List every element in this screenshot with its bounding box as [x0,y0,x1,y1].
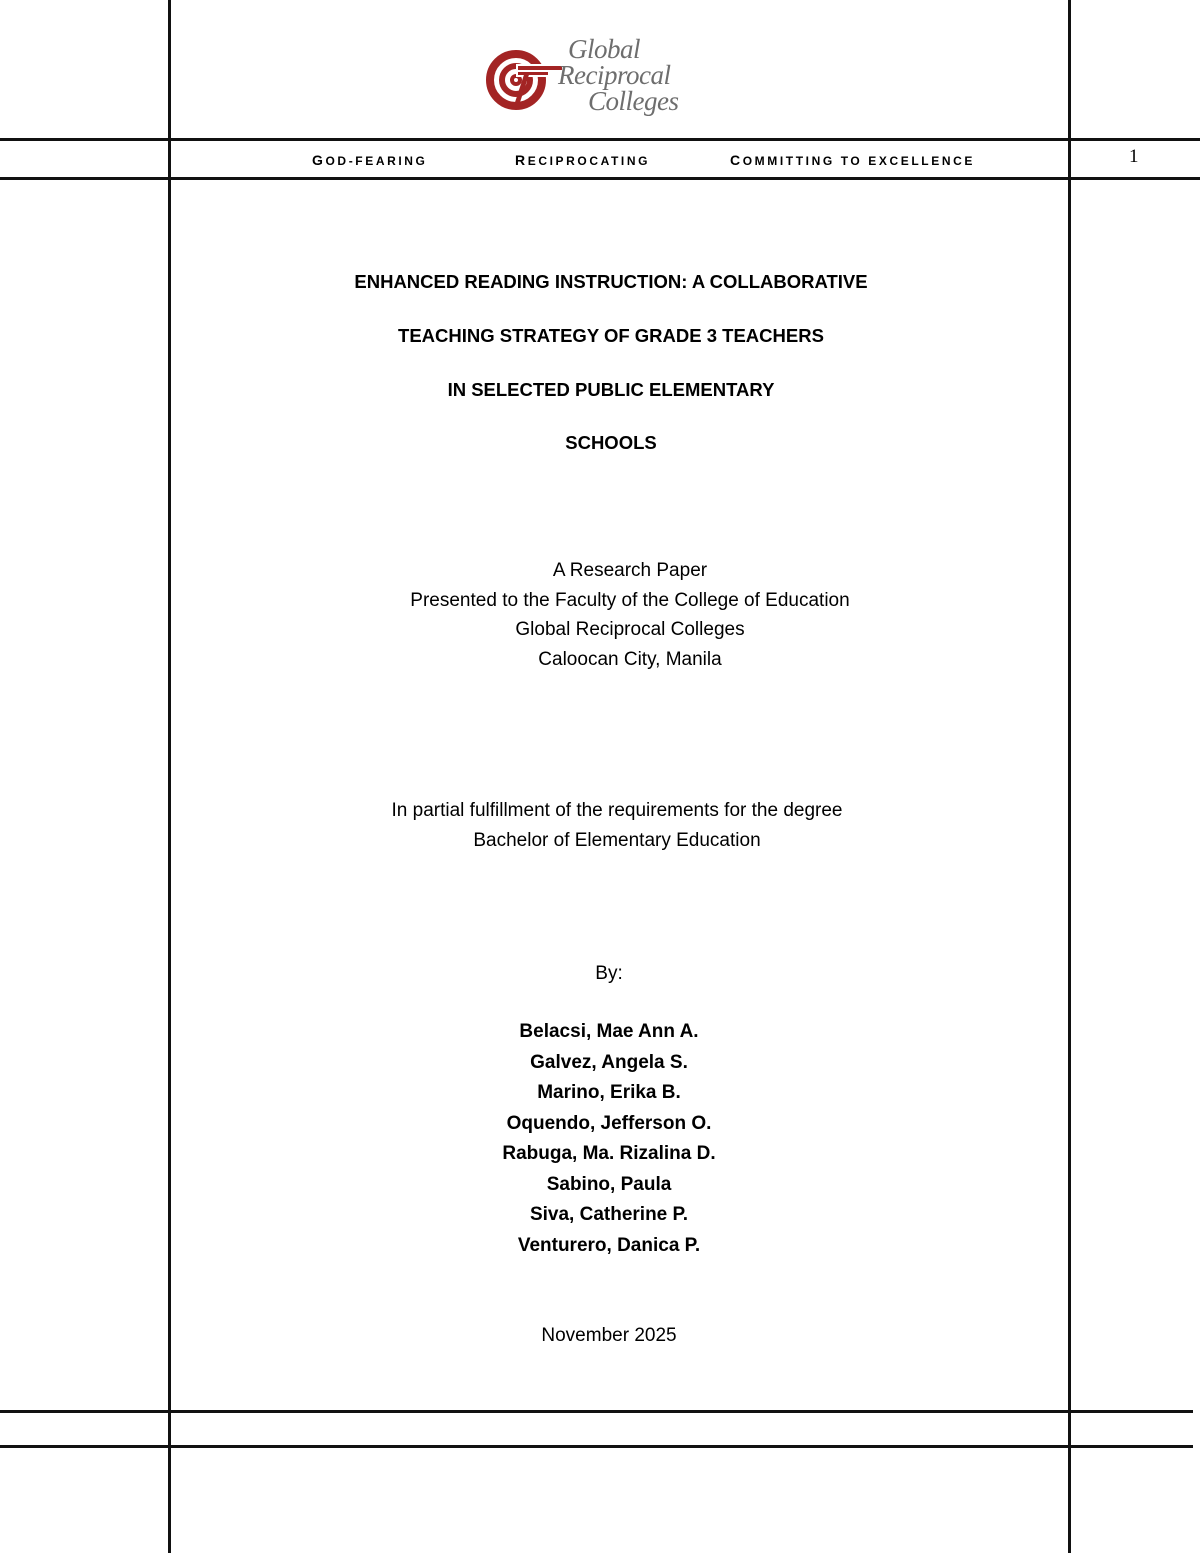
author-name: Belacsi, Mae Ann A. [519,1021,699,1042]
logo-line-2: Reciprocal [558,60,671,90]
college-logo-mark-icon [484,50,564,112]
motto-rest: ECIPROCATING [527,154,651,168]
requirement-line: Bachelor of Elementary Education [473,829,761,851]
author-name: Sabino, Paula [546,1173,672,1195]
motto-initial: R [515,152,528,168]
title-line-1: ENHANCED READING INSTRUCTION: A COLLABORATIVE [354,271,868,292]
presentation-line: A Research Paper [552,560,708,581]
right-border-line [1068,0,1071,1553]
header-top-rule [0,138,1200,141]
footer-top-rule [0,1410,1193,1413]
footer-bottom-rule [0,1445,1193,1448]
title-line-2: TEACHING STRATEGY OF GRADE 3 TEACHERS [398,325,824,346]
motto-god-fearing [312,152,428,168]
presentation-block [280,556,980,675]
page-number: 1 [1129,146,1139,167]
author-name: Galvez, Angela S. [530,1051,688,1073]
logo-line-3: Colleges [588,86,679,116]
author-name: Siva, Catherine P. [529,1204,689,1225]
left-border-line [168,0,171,1553]
submission-date: November 2025 [541,1325,677,1346]
presentation-line: Presented to the Faculty of the College of Education [410,589,850,611]
motto-rest: OMMITTING TO EXCELLENCE [742,154,975,168]
requirement-block [267,796,967,855]
logo-line-1: Global [568,34,641,64]
author-name: Venturero, Danica P. [517,1234,701,1256]
author-list [259,1017,959,1261]
college-logo-text [558,36,679,114]
motto-initial: G [312,152,326,168]
author-name: Oquendo, Jefferson O. [506,1112,712,1134]
motto-reciprocating [515,152,650,168]
presentation-line: Caloocan City, Manila [538,649,722,671]
motto-rest: OD-FEARING [325,154,428,168]
college-logo [484,34,724,118]
presentation-line: Global Reciprocal Colleges [515,619,745,641]
by-label: By: [595,963,623,984]
motto-committing [730,152,975,168]
title-line-4: SCHOOLS [565,432,657,453]
author-name: Rabuga, Ma. Rizalina D. [502,1143,716,1164]
title-line-3: IN SELECTED PUBLIC ELEMENTARY [447,379,775,400]
requirement-line: In partial fulfillment of the requirements for the degree [391,800,843,821]
author-name: Marino, Erika B. [537,1082,681,1103]
header-bottom-rule [0,177,1200,180]
motto-initial: C [730,152,743,168]
